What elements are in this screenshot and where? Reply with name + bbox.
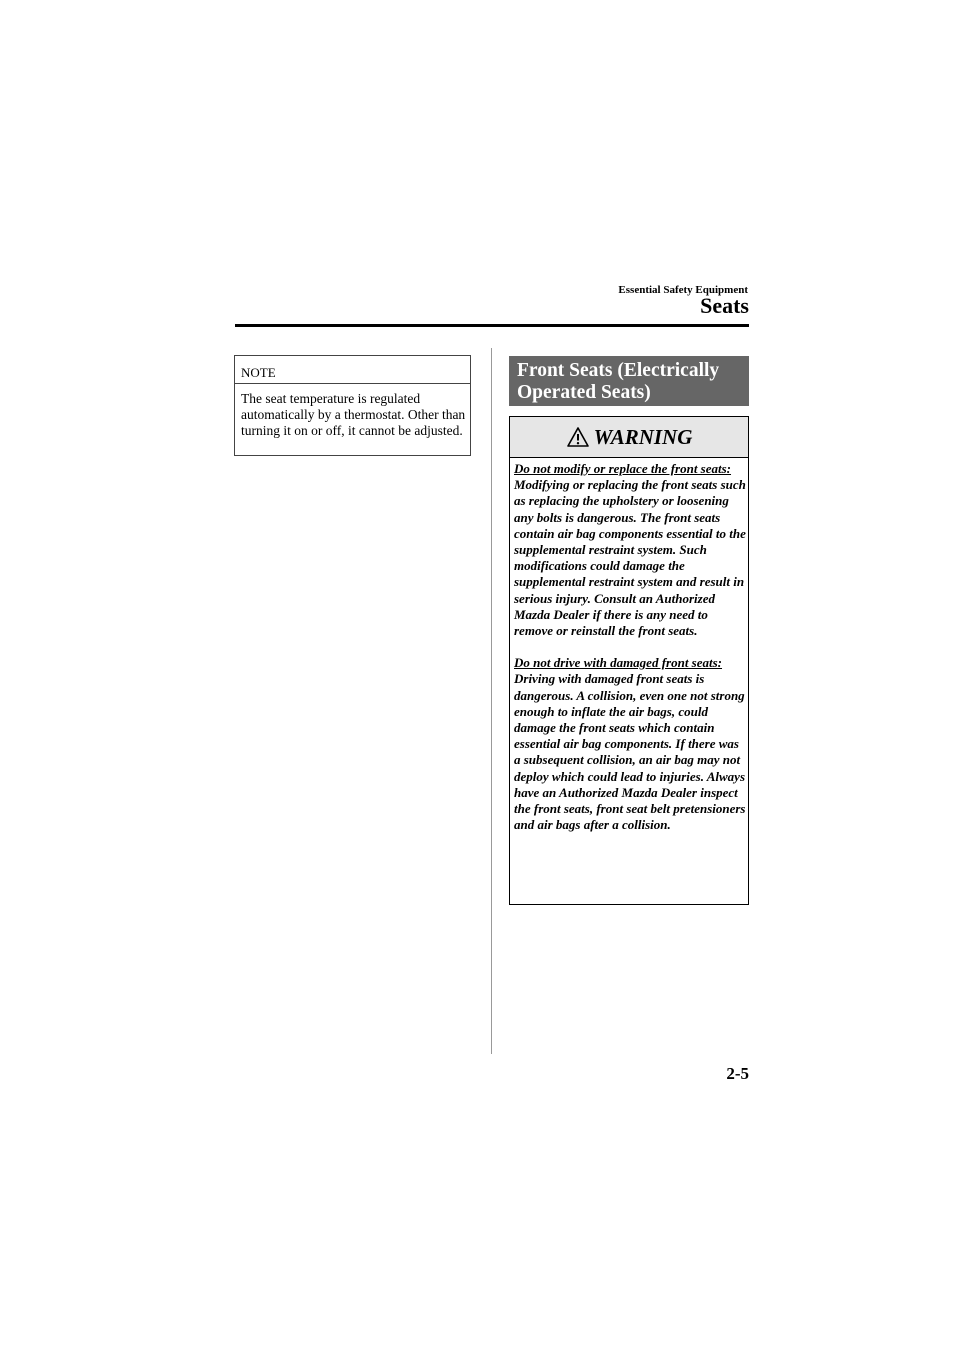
note-box — [234, 355, 471, 456]
warning-text: Modifying or replacing the front seats such as replacing the upholstery or loosening any bolts is dangerous. The front seats contain air bag components essential to the supplemental restraint system. Such modifications could damage the supplemental restraint system and result in serious injury. Consult an Authorized Mazda Dealer if there is any need to remove or reinstall the front seats. — [514, 477, 746, 639]
warning-body — [514, 461, 746, 833]
section-heading: Front Seats (Electrically Operated Seats) — [509, 356, 749, 406]
note-divider — [235, 383, 470, 384]
warning-subheading: Do not modify or replace the front seats: — [514, 461, 732, 476]
warning-box — [509, 416, 749, 905]
warning-subheading: Do not drive with damaged front seats: — [514, 655, 723, 671]
section-header-label: Essential Safety Equipment — [618, 284, 748, 296]
note-text: The seat temperature is regulated automatically by a thermostat. Other than turning it on or off, it cannot be adjusted. — [241, 391, 466, 438]
header-rule — [235, 324, 749, 327]
note-label: NOTE — [241, 365, 276, 380]
column-divider — [491, 348, 492, 1054]
warning-title: WARNING — [593, 424, 693, 449]
page-number: 2-5 — [726, 1064, 749, 1083]
warning-triangle-icon — [566, 426, 590, 448]
page-title: Seats — [700, 293, 749, 318]
warning-header — [510, 417, 748, 458]
warning-text: Driving with damaged front seats is dangerous. A collision, even one not strong enough to inflate the air bags, could damage the front seats which contain essential air bag components. If there was a subsequent collision, an air bag may not deploy which could lead to injuries. Always have an Authorized Mazda Dealer inspect the front seats, front seat belt pretensioners and air bags after a collision. — [514, 671, 746, 833]
